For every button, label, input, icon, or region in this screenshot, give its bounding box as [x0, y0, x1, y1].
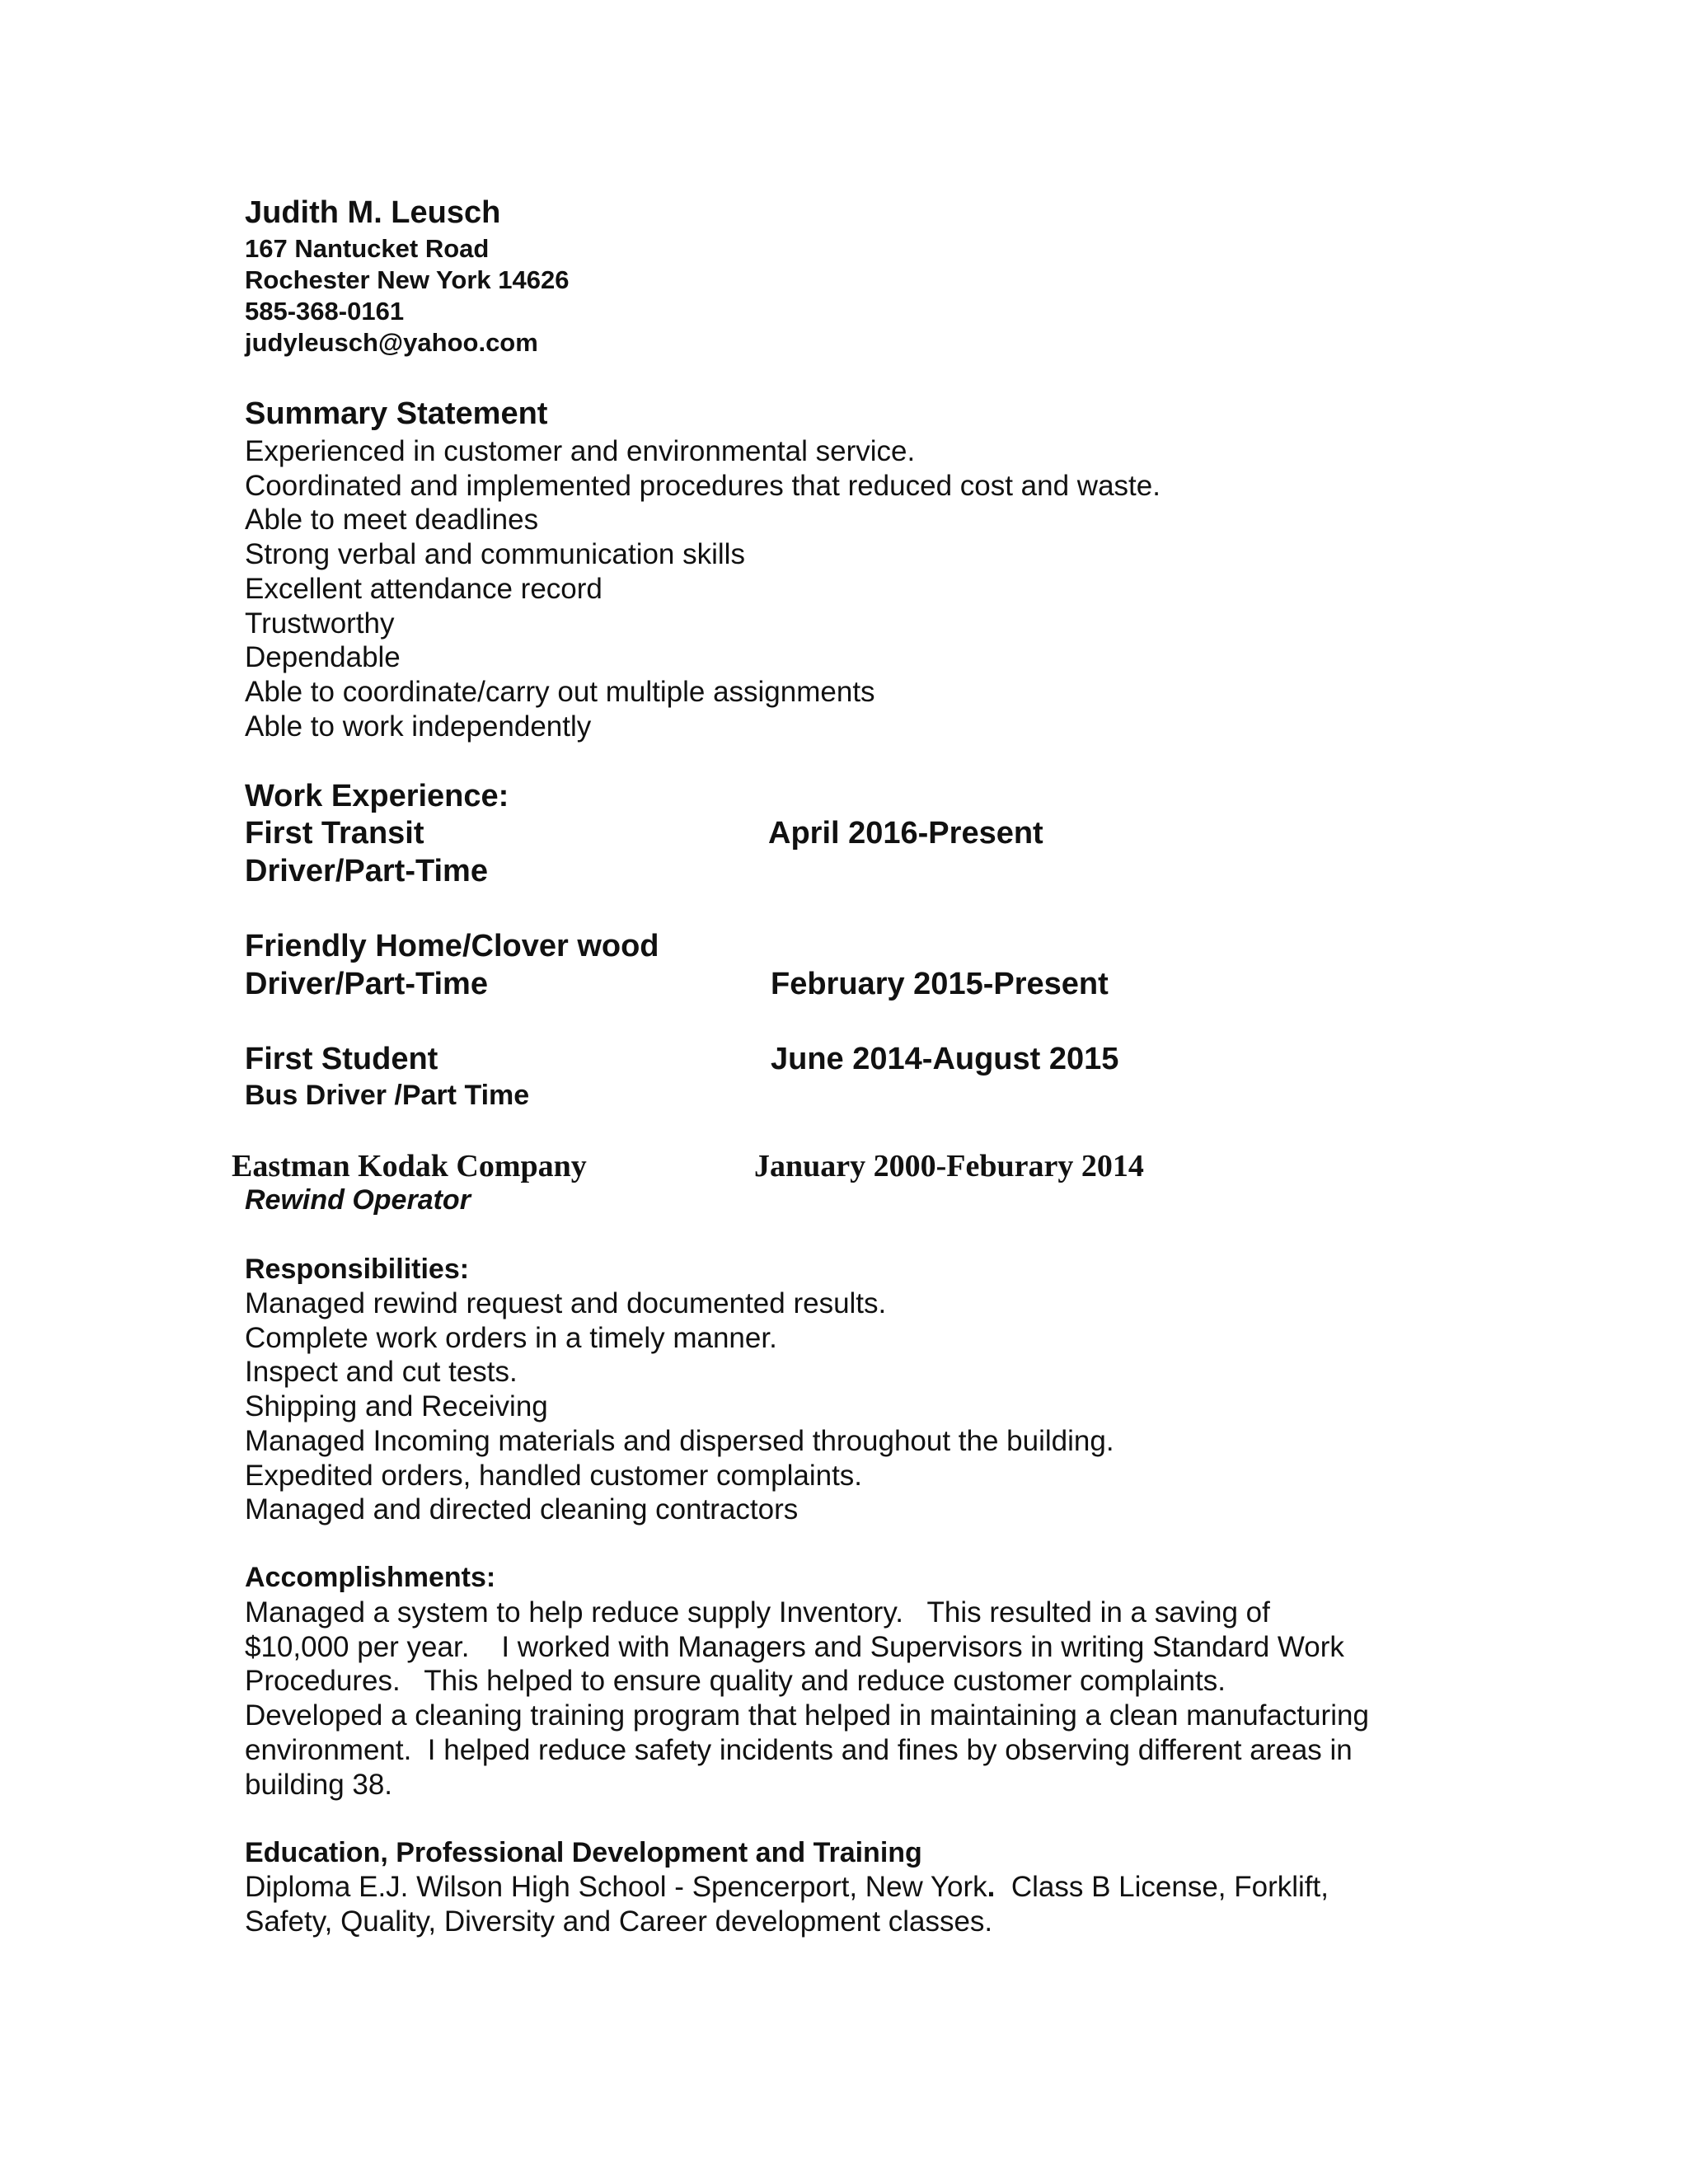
city-line: Rochester New York 14626 — [245, 265, 570, 294]
job-dates: June 2014-August 2015 — [771, 1042, 1119, 1076]
summary-line: Able to coordinate/carry out multiple assignments — [245, 675, 875, 708]
summary-line: Experienced in customer and environmental service. — [245, 435, 916, 467]
job-company: First Transit — [245, 816, 424, 851]
job-company: Eastman Kodak Company — [232, 1149, 587, 1183]
summary-line: Able to work independently — [245, 710, 592, 743]
education-line: Safety, Quality, Diversity and Career development classes. — [245, 1905, 993, 1938]
responsibility-line: Shipping and Receiving — [245, 1390, 548, 1423]
job-dates: April 2016-Present — [768, 816, 1043, 851]
summary-line: Able to meet deadlines — [245, 504, 539, 537]
education-diploma: Diploma E.J. Wilson High School - Spencerport, New York — [245, 1871, 987, 1903]
job-dates: February 2015-Present — [771, 967, 1109, 1001]
applicant-name: Judith M. Leusch — [245, 195, 501, 230]
job-company: First Student — [245, 1042, 438, 1076]
job-company: Friendly Home/Clover wood — [245, 929, 659, 963]
summary-line: Trustworthy — [245, 607, 395, 640]
responsibilities-heading: Responsibilities: — [245, 1254, 470, 1285]
summary-line: Strong verbal and communication skills — [245, 538, 745, 571]
job-dates: January 2000-Feburary 2014 — [754, 1149, 1144, 1183]
responsibility-line: Managed Incoming materials and dispersed throughout the building. — [245, 1424, 1114, 1457]
summary-heading: Summary Statement — [245, 396, 548, 431]
accomplishment-line: Managed a system to help reduce supply Inventory. This resulted in a saving of — [245, 1596, 1270, 1629]
accomplishment-line: environment. I helped reduce safety incidents and fines by observing different areas in — [245, 1733, 1353, 1766]
responsibility-line: Managed rewind request and documented results. — [245, 1287, 887, 1319]
responsibility-line: Managed and directed cleaning contractors — [245, 1493, 799, 1526]
responsibility-line: Expedited orders, handled customer complaints. — [245, 1459, 863, 1492]
education-heading: Education, Professional Development and Training — [245, 1837, 922, 1868]
summary-list — [245, 434, 1160, 743]
accomplishment-line: $10,000 per year. I worked with Managers and Supervisors in writing Standard Work — [245, 1630, 1344, 1663]
responsibility-line: Complete work orders in a timely manner. — [245, 1321, 777, 1354]
job-role: Driver/Part-Time — [245, 854, 488, 888]
job-role: Rewind Operator — [245, 1184, 471, 1216]
summary-line: Dependable — [245, 641, 401, 674]
address-line: 167 Nantucket Road — [245, 234, 490, 263]
education-period: . — [987, 1871, 996, 1903]
accomplishment-line: Developed a cleaning training program that helped in maintaining a clean manufacturing — [245, 1699, 1369, 1732]
accomplishment-line: Procedures. This helped to ensure quality and reduce customer complaints. — [245, 1665, 1226, 1698]
summary-line: Excellent attendance record — [245, 572, 603, 605]
responsibilities-list — [245, 1286, 1114, 1527]
summary-line: Coordinated and implemented procedures that reduced cost and waste. — [245, 469, 1160, 502]
job-role: Bus Driver /Part Time — [245, 1080, 530, 1111]
email-address: judyleusch@yahoo.com — [245, 328, 538, 357]
experience-heading: Work Experience: — [245, 779, 509, 813]
accomplishment-line: building 38. — [245, 1768, 393, 1801]
accomplishments-text — [245, 1596, 1369, 1802]
responsibility-line: Inspect and cut tests. — [245, 1356, 518, 1389]
phone-number: 585-368-0161 — [245, 297, 405, 326]
education-line — [245, 1870, 1329, 1905]
accomplishments-heading: Accomplishments: — [245, 1562, 496, 1593]
job-role: Driver/Part-Time — [245, 967, 488, 1001]
education-licenses: Class B License, Forklift, — [995, 1871, 1329, 1903]
